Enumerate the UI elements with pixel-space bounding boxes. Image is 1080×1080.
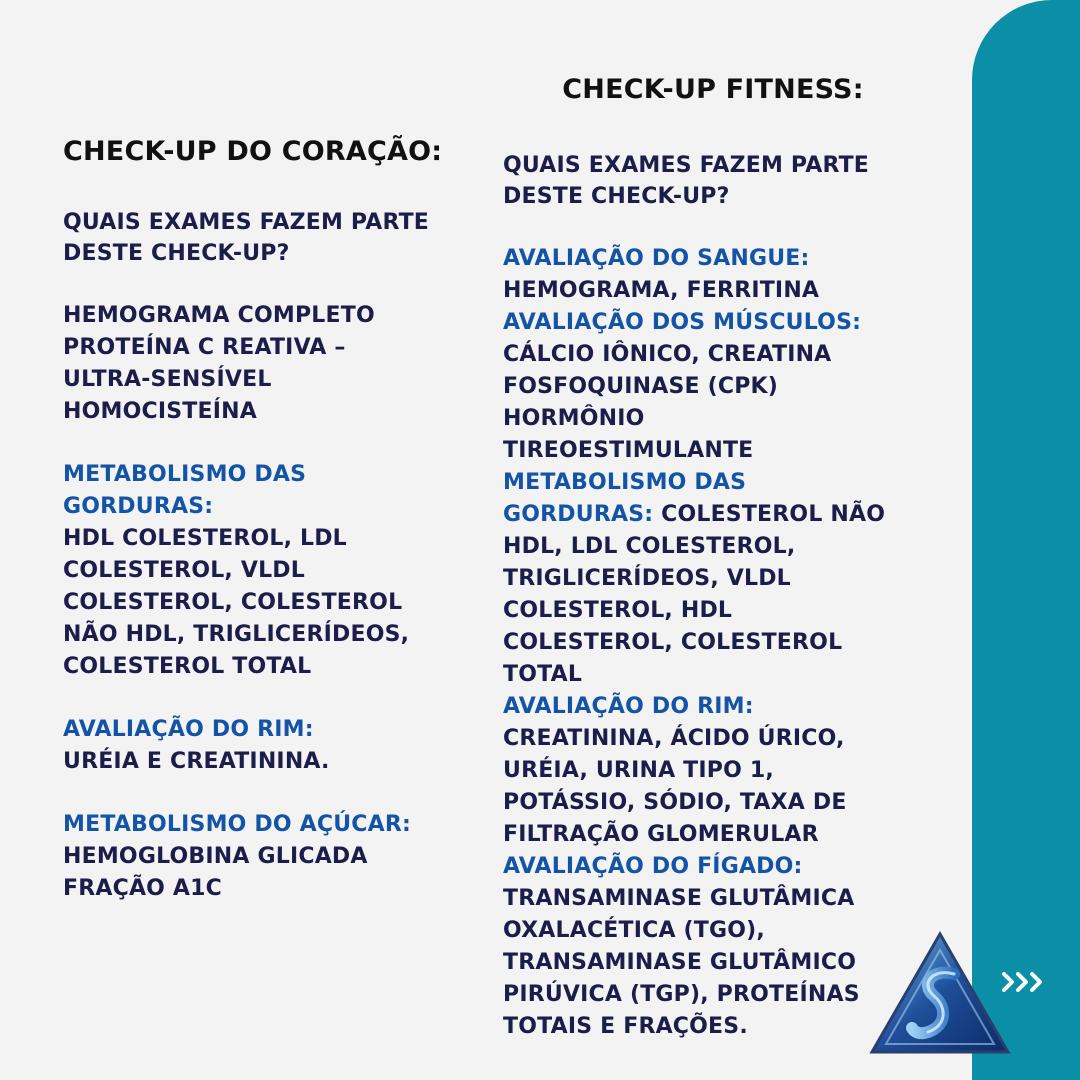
right-question xyxy=(503,150,943,212)
exam-line: PIRÚVICA (TGP), PROTEÍNAS xyxy=(503,982,860,1007)
heart-checkup-title: CHECK-UP DO CORAÇÃO: xyxy=(63,136,443,167)
exam-line: COLESTEROL TOTAL xyxy=(63,654,312,679)
left-question-line: DESTE CHECK-UP? xyxy=(63,241,290,266)
exam-line: CÁLCIO IÔNICO, CREATINA xyxy=(503,342,832,367)
section-heading: METABOLISMO DO AÇÚCAR: xyxy=(63,812,411,837)
exam-line: COLESTEROL, COLESTEROL xyxy=(63,590,403,615)
section-heading: METABOLISMO DAS xyxy=(503,470,747,495)
exam-line: FRAÇÃO A1C xyxy=(63,876,223,901)
section-heading: GORDURAS: xyxy=(503,502,654,527)
exam-line: HEMOGRAMA, FERRITINA xyxy=(503,278,820,303)
exam-line: TOTAIS E FRAÇÕES. xyxy=(503,1014,748,1039)
exam-line: NÃO HDL, TRIGLICERÍDEOS, xyxy=(63,622,410,647)
exam-line: COLESTEROL, HDL xyxy=(503,598,733,623)
exam-line: FOSFOQUINASE (CPK) xyxy=(503,374,779,399)
exam-line: HDL COLESTEROL, LDL xyxy=(63,526,347,551)
exam-line: TRIGLICERÍDEOS, VLDL xyxy=(503,566,791,591)
fitness-checkup-title: CHECK-UP FITNESS: xyxy=(562,74,864,105)
exam-line: HDL, LDL COLESTEROL, xyxy=(503,534,796,559)
exam-line: OXALACÉTICA (TGO), xyxy=(503,918,765,943)
exam-inline: COLESTEROL NÃO xyxy=(653,502,886,527)
section-heading: AVALIAÇÃO DOS MÚSCULOS: xyxy=(503,310,862,335)
right-muscles xyxy=(503,307,943,467)
side-panel xyxy=(972,0,1080,1080)
exam-line: URÉIA, URINA TIPO 1, xyxy=(503,758,774,783)
left-fat-metabolism xyxy=(63,459,483,683)
left-question-line: QUAIS EXAMES FAZEM PARTE xyxy=(63,210,430,235)
exam-line: TRANSAMINASE GLUTÂMICO xyxy=(503,950,857,975)
left-kidney xyxy=(63,714,483,778)
left-question xyxy=(63,207,483,269)
exam-line: TRANSAMINASE GLUTÂMICA xyxy=(503,886,855,911)
exam-line: HORMÔNIO xyxy=(503,406,645,431)
exam-line: PROTEÍNA C REATIVA – xyxy=(63,335,346,360)
exam-line: TOTAL xyxy=(503,662,583,687)
section-heading: AVALIAÇÃO DO RIM: xyxy=(503,694,754,719)
exam-line: COLESTEROL, VLDL xyxy=(63,558,305,583)
heart-checkup-column xyxy=(63,134,483,936)
exam-line: HEMOGLOBINA GLICADA xyxy=(63,844,368,869)
exam-line: ULTRA-SENSÍVEL xyxy=(63,367,272,392)
right-liver xyxy=(503,851,943,1043)
section-heading: AVALIAÇÃO DO RIM: xyxy=(63,717,314,742)
exam-line: FILTRAÇÃO GLOMERULAR xyxy=(503,822,819,847)
right-fat-metabolism xyxy=(503,467,943,691)
section-heading: AVALIAÇÃO DO FÍGADO: xyxy=(503,854,803,879)
exam-line: HEMOGRAMA COMPLETO xyxy=(63,303,375,328)
right-kidney xyxy=(503,691,943,851)
exam-line: TIREOESTIMULANTE xyxy=(503,438,754,463)
right-question-line: QUAIS EXAMES FAZEM PARTE xyxy=(503,153,870,178)
exam-line: CREATININA, ÁCIDO ÚRICO, xyxy=(503,726,845,751)
exam-line: COLESTEROL, COLESTEROL xyxy=(503,630,843,655)
left-sugar-metabolism xyxy=(63,809,483,905)
section-heading: METABOLISMO DAS xyxy=(63,462,307,487)
exam-line: HOMOCISTEÍNA xyxy=(63,399,257,424)
right-question-line: DESTE CHECK-UP? xyxy=(503,184,730,209)
exam-line: URÉIA E CREATININA. xyxy=(63,749,330,774)
exam-line: POTÁSSIO, SÓDIO, TAXA DE xyxy=(503,790,847,815)
fitness-checkup-column xyxy=(503,72,943,1043)
left-intro-exams xyxy=(63,300,483,428)
section-heading: AVALIAÇÃO DO SANGUE: xyxy=(503,246,810,271)
right-blood xyxy=(503,243,943,307)
section-heading: GORDURAS: xyxy=(63,494,214,519)
mixed-line xyxy=(503,499,943,531)
